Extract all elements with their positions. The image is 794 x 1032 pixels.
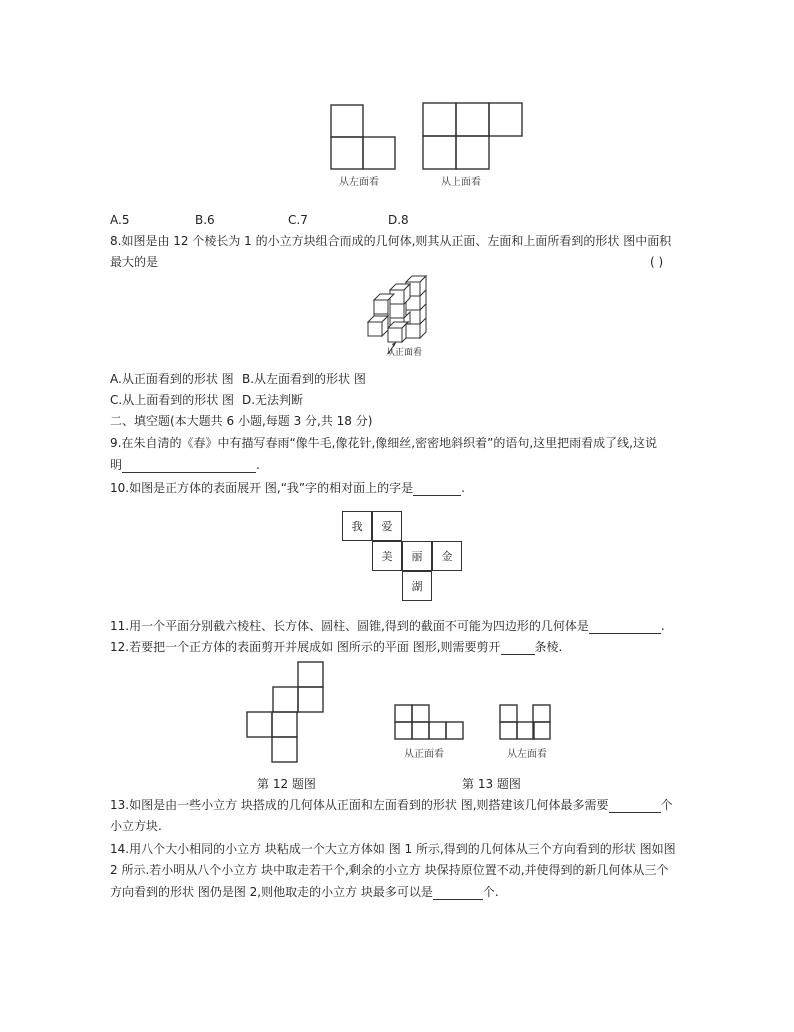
q10-text: 10.如图是正方体的表面展开 图,“我”字的相对面上的字是 .	[110, 481, 465, 495]
q7-option-d: D.8	[388, 213, 409, 227]
q8-figure-caption: 从正面看	[386, 348, 423, 358]
top-view-caption: 从上面看	[441, 177, 481, 188]
q9-text-line1: 9.在朱自清的《春》中有描写春雨“像牛毛,像花针,像细丝,密密地斜织着”的语句,这里把雨看成了线,这说	[110, 436, 657, 450]
q13-left-caption: 从左面看	[507, 749, 547, 760]
left-view-caption: 从左面看	[339, 177, 379, 188]
q8-option-c: C.从上面看到的形状 图	[110, 393, 235, 407]
q14-text-line1: 14.用八个大小相同的小立方 块粘成一个大立方体如 图 1 所示,得到的几何体从三个方向看到的形状 图如图	[110, 842, 676, 856]
q11-text: 11.用一个平面分别截六棱柱、长方体、圆柱、圆锥,得到的截面不可能为四边形的几何体是 .	[110, 619, 665, 633]
q13-front-view	[394, 704, 466, 742]
q12-text: 12.若要把一个正方体的表面剪开并展成如 图所示的平面 图形,则需要剪开 条棱.	[110, 640, 563, 654]
q8-text-line1: 8.如图是由 12 个棱长为 1 的小立方块组合而成的几何体,则其从正面、左面和上面所看到的形状 图中面积	[110, 234, 672, 248]
q14-text-line3: 方向看到的形状 图仍是图 2,则他取走的小立方 块最多可以是 个.	[110, 885, 499, 899]
q7-option-a: A.5	[110, 213, 130, 227]
q9-text-line2: 明 .	[110, 458, 260, 472]
q13-text-line1: 13.如图是由一些小立方 块搭成的几何体从正面和左面看到的形状 图,则搭建该几何体最多需要 个	[110, 798, 673, 812]
q9-answer-blank[interactable]	[122, 458, 256, 473]
q13-left-view	[499, 704, 553, 742]
q7-option-b: B.6	[195, 213, 215, 227]
q12-figure-caption: 第 12 题图	[257, 777, 316, 791]
left-view-figure	[330, 104, 400, 170]
q7-option-c: C.7	[288, 213, 308, 227]
q8-option-b: B.从左面看到的形状 图	[242, 372, 366, 386]
q13-figure-caption: 第 13 题图	[462, 777, 521, 791]
q12-net-figure	[246, 661, 326, 767]
net-cell-ai: 爱	[372, 511, 402, 541]
q13-front-caption: 从正面看	[404, 749, 444, 760]
net-cell-jin: 金	[432, 541, 462, 571]
q8-option-a: A.从正面看到的形状 图	[110, 372, 234, 386]
section-title: 二、填空题(本大题共 6 小题,每题 3 分,共 18 分)	[110, 414, 373, 428]
net-cell-wo: 我	[342, 511, 372, 541]
top-view-figure	[422, 102, 524, 170]
q10-answer-blank[interactable]	[413, 481, 461, 496]
q8-answer-bracket: ( )	[650, 255, 664, 269]
q14-text-line2: 2 所示.若小明从八个小立方 块中取走若干个,剩余的小立方 块保持原位置不动,并使得到的新几何体从三个	[110, 863, 669, 877]
net-cell-hu: 湖	[402, 571, 432, 601]
q13-text-line2: 小立方块.	[110, 819, 162, 833]
net-cell-li: 丽	[402, 541, 432, 571]
q14-answer-blank[interactable]	[433, 885, 483, 900]
net-cell-mei: 美	[372, 541, 402, 571]
q12-answer-blank[interactable]	[501, 640, 535, 655]
q11-answer-blank[interactable]	[589, 619, 661, 634]
q8-option-d: D.无法判断	[242, 393, 304, 407]
q13-answer-blank[interactable]	[609, 798, 661, 813]
q8-text-line2: 最大的是	[110, 255, 159, 269]
